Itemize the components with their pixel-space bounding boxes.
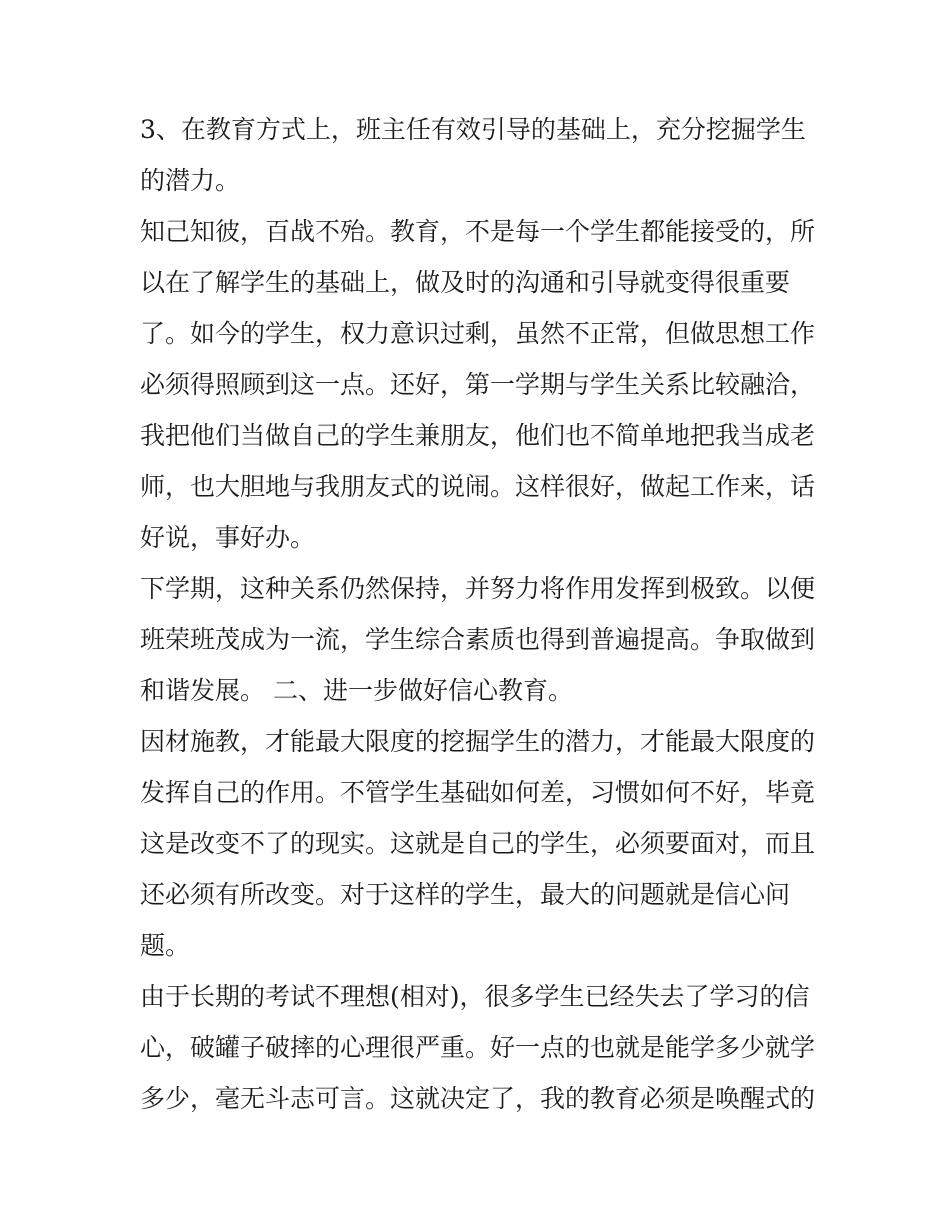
text-line: 下学期，这种关系仍然保持，并努力将作用发挥到极致。以便 — [140, 574, 816, 603]
text-line: 这是改变不了的现实。这就是自己的学生，必须要面对，而且 — [140, 829, 816, 858]
text-line: 知己知彼，百战不殆。教育，不是每一个学生都能接受的，所 — [140, 217, 816, 246]
text-line: 因材施教，才能最大限度的挖掘学生的潜力，才能最大限度的 — [140, 727, 816, 756]
text-line: 好说，事好办。 — [140, 523, 316, 552]
text-line: 师，也大胆地与我朋友式的说闹。这样很好，做起工作来，话 — [140, 472, 816, 501]
text-line: 班荣班茂成为一流，学生综合素质也得到普遍提高。争取做到 — [140, 625, 816, 654]
text-line: 的潜力。 — [140, 166, 241, 195]
text-line: 心，破罐子破摔的心理很严重。好一点的也就是能学多少就学 — [140, 1033, 816, 1062]
text-line: 还必须有所改变。对于这样的学生，最大的问题就是信心问 — [140, 880, 791, 909]
text-line: 发挥自己的作用。不管学生基础如何差，习惯如何不好，毕竟 — [140, 778, 816, 807]
text-line: 多少，毫无斗志可言。这就决定了，我的教育必须是唤醒式的 — [140, 1084, 816, 1113]
text-line: 以在了解学生的基础上，做及时的沟通和引导就变得很重要 — [140, 268, 791, 297]
document-body — [140, 104, 815, 1124]
text-line: 和谐发展。 二、进一步做好信心教育。 — [140, 676, 573, 705]
text-line: 由于长期的考试不理想(相对)，很多学生已经失去了学习的信 — [140, 982, 810, 1011]
text-line: 必须得照顾到这一点。还好，第一学期与学生关系比较融洽， — [140, 370, 816, 399]
text-line: 我把他们当做自己的学生兼朋友，他们也不简单地把我当成老 — [140, 421, 816, 450]
text-line: 3、在教育方式上，班主任有效引导的基础上，充分挖掘学生 — [140, 115, 806, 144]
text-line: 题。 — [140, 931, 191, 960]
text-line: 了。如今的学生，权力意识过剩，虽然不正常，但做思想工作 — [140, 319, 816, 348]
